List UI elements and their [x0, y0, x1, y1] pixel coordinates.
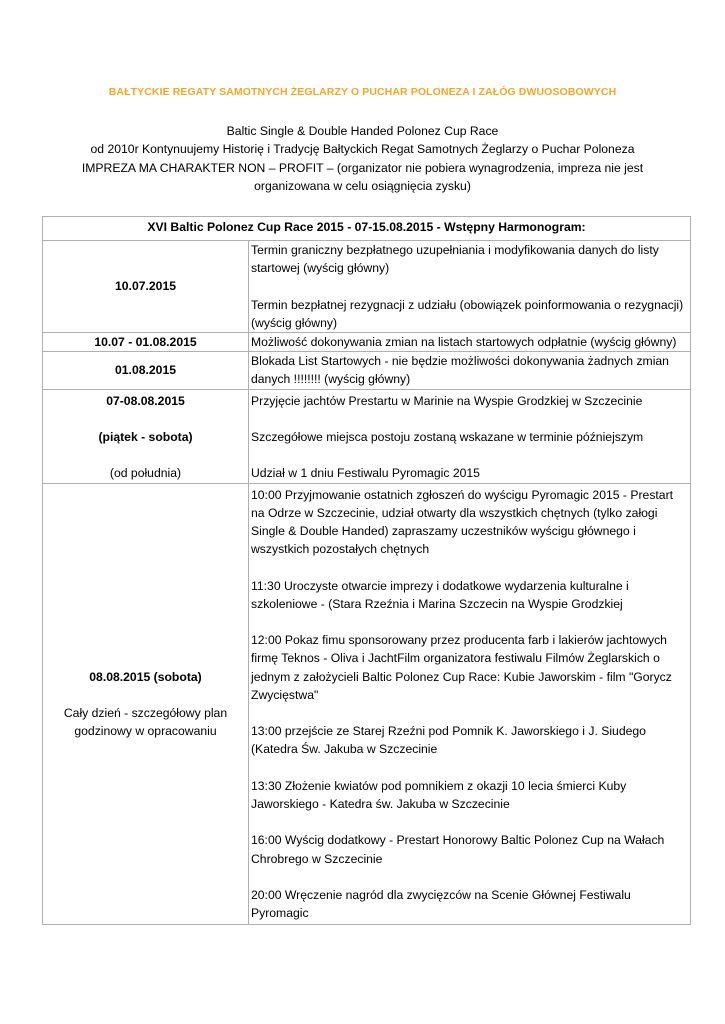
row-description	[249, 483, 691, 925]
row-date: 07-08.08.2015	[106, 393, 185, 408]
row-item: 11:30 Uroczyste otwarcie imprezy i dodatkowe wydarzenia kulturalne i szkoleniowe - (Stara Rzeźnia i Marina Szczecin na Wyspie Grodzkiej	[251, 578, 629, 611]
row-item: 20:00 Wręczenie nagród dla zwycięzców na Scenie Głównej Festiwalu Pyromagic	[251, 887, 631, 921]
table-row	[43, 333, 691, 352]
row-date: 10.07 - 01.08.2015	[43, 333, 249, 352]
row-date-cell	[43, 389, 249, 483]
intro-block	[60, 122, 665, 196]
row-item: 13:00 przejście ze Starej Rzeźni pod Pomnik K. Jaworskiego i J. Siudego (Katedra Św. Jakuba w Szczecinie	[251, 724, 646, 757]
row-item: 13:30 Złożenie kwiatów pod pomnikiem z okazji 10 lecia śmierci Kuby Jaworskiego - Katedra św. Jakuba w Szczecinie	[251, 778, 627, 811]
row-description	[249, 352, 691, 389]
document-title: BAŁTYCKIE REGATY SAMOTNYCH ŻEGLARZY O PUCHAR POLONEZA I ZAŁÓG DWUOSOBOWYCH	[108, 86, 617, 98]
row-item: Termin graniczny bezpłatnego uzupełniania i modyfikowania danych do listy startowej (wyścig główny)	[251, 243, 659, 276]
row-item: Udział w 1 dniu Festiwalu Pyromagic 2015	[251, 466, 480, 481]
row-item: Przyjęcie jachtów Prestartu w Marinie na Wyspie Grodzkiej w Szczecinie	[251, 393, 643, 408]
row-date-note: Cały dzień - szczegółowy plan godzinowy w opracowaniu	[63, 705, 228, 739]
intro-line: Baltic Single & Double Handed Polonez Cup Race	[226, 124, 499, 138]
schedule-table	[42, 216, 691, 925]
schedule-header: XVI Baltic Polonez Cup Race 2015 - 07-15.08.2015 - Wstępny Harmonogram:	[43, 217, 691, 241]
row-description	[249, 389, 691, 483]
intro-line: od 2010r Kontynuujemy Historię i Tradycję Bałtyckich Regat Samotnych Żeglarzy o Puchar Poloneza	[90, 142, 635, 157]
row-date-cell	[43, 483, 249, 925]
intro-line: IMPREZA MA CHARAKTER NON – PROFIT – (organizator nie pobiera wynagrodzenia, impreza nie jest	[81, 160, 644, 175]
table-row	[43, 389, 691, 483]
row-item: Termin bezpłatnej rezygnacji z udziału (obowiązek poinformowania o rezygnacji) (wyścig główny)	[251, 297, 684, 330]
table-row	[43, 241, 691, 333]
row-date-time: (od południa)	[109, 466, 182, 481]
table-header-row	[43, 217, 691, 241]
row-date: 08.08.2015 (sobota)	[89, 669, 202, 684]
row-item: Szczegółowe miejsca postoju zostaną wskazane w terminie późniejszym	[251, 430, 644, 444]
row-item: 10:00 Przyjmowanie ostatnich zgłoszeń do wyścigu Pyromagic 2015 - Prestart na Odrze w Szczecinie, udział otwarty dla wszystkich chętnych (tylko załogi Single & Double Handed) zapraszamy uczestników wyścigu głównego i wszystkich pozostałych chętnych	[251, 487, 674, 557]
row-item: Możliwość dokonywania zmian na listach startowych odpłatnie (wyścig główny)	[251, 335, 677, 349]
row-item: 16:00 Wyścig dodatkowy - Prestart Honorowy Baltic Polonez Cup na Wałach Chrobrego w Szczecinie	[251, 833, 665, 866]
row-item: 12:00 Pokaz fimu sponsorowany przez producenta farb i lakierów jachtowych firmę Teknos - Oliva i JachtFilm organizatora festiwalu Filmów Żeglarskich o jednym z założycieli Baltic Polonez Cup Race: Kubie Jaworskim - film "Gorycz Zwycięstwa"	[251, 633, 672, 702]
row-date: 10.07.2015	[43, 241, 249, 333]
table-row	[43, 352, 691, 389]
row-description	[249, 241, 691, 333]
row-description	[249, 333, 691, 352]
table-row	[43, 483, 691, 925]
row-date: 01.08.2015	[43, 352, 249, 389]
row-item: Blokada List Startowych - nie będzie możliwości dokonywania żadnych zmian danych !!!!!!!! (wyścig główny)	[251, 354, 669, 387]
intro-line: organizowana w celu osiągnięcia zysku)	[254, 179, 471, 194]
row-date-days: (piątek - sobota)	[98, 430, 193, 444]
